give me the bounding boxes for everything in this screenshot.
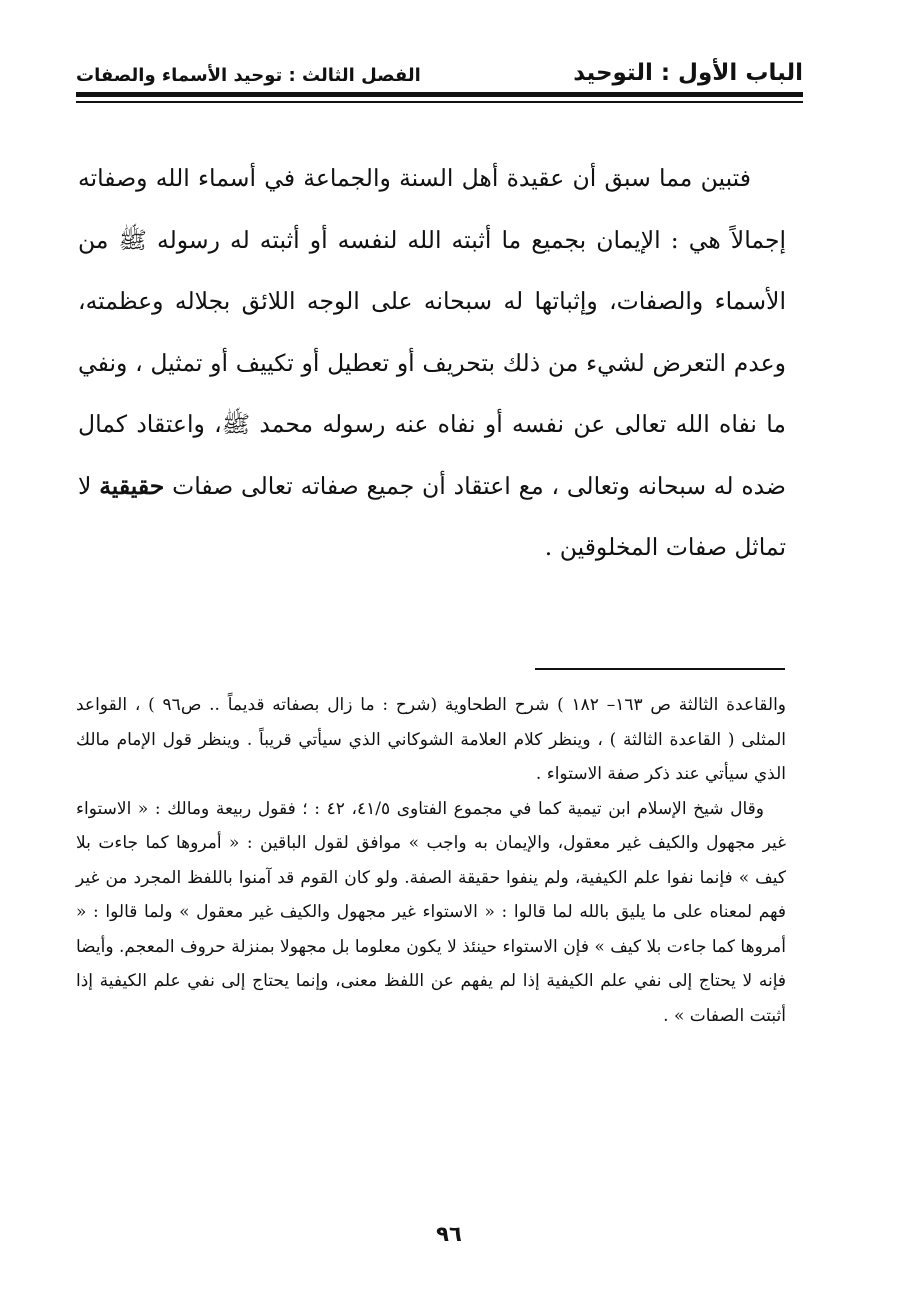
header-rule-thin	[76, 101, 803, 103]
header-rule-thick	[76, 92, 803, 97]
footnote-paragraph-1: والقاعدة الثالثة ص ١٦٣– ١٨٢ ) شرح الطحاوية (شرح : ما زال بصفاته قديماً .. ص٩٦ ) ، القواعد المثلى ( القاعدة الثالثة ) ، وينظر كلام العلامة الشوكاني الذي سيأتي قريباً . وينظر قول الإمام مالك الذي سيأتي عند ذكر صفة الاستواء .	[76, 695, 787, 784]
running-header	[76, 52, 803, 86]
page-number: ٩٦	[436, 1222, 462, 1246]
chapter-title: الباب الأول : التوحيد	[573, 60, 803, 86]
main-paragraph	[78, 148, 786, 579]
section-title: الفصل الثالث : توحيد الأسماء والصفات	[76, 65, 421, 86]
footnote-divider	[535, 668, 785, 670]
footnotes	[76, 688, 786, 1033]
main-body-text	[78, 148, 786, 579]
paragraph-text-start: فتبين مما سبق أن عقيدة أهل السنة والجماعة في أسماء الله وصفاته إجمالاً هي : الإيمان بجميع ما أثبته الله لنفسه أو أثبته له رسوله ﷺ من الأسماء والصفات، وإثباتها له سبحانه على الوجه اللائق بجلاله وعظمته، وعدم التعرض لشيء من ذلك بتحريف أو تعطيل أو تكييف أو تمثيل ، ونفي ما نفاه الله تعالى عن نفسه أو نفاه عنه رسوله محمد ﷺ، واعتقاد كمال ضده له سبحانه وتعالى ، مع اعتقاد أن جميع صفاته تعالى صفات	[78, 164, 786, 500]
footnote-paragraph-2: وقال شيخ الإسلام ابن تيمية كما في مجموع الفتاوى ٤١/٥، ٤٢ : ؛ فقول ربيعة ومالك : « الاستواء غير مجهول والكيف غير معقول، والإيمان به واجب » موافق لقول الباقين : « أمروها كما جاءت بلا كيف » فإنما نفوا علم الكيفية، ولم ينفوا حقيقة الصفة. ولو كان القوم قد آمنوا باللفظ المجرد من غير فهم لمعناه على ما يليق بالله لما قالوا : « الاستواء غير مجهول والكيف غير معقول » ولما قالوا : « أمروها كما جاءت بلا كيف » فإن الاستواء حينئذ لا يكون معلوما بل مجهولا بمنزلة حروف المعجم. وأيضا فإنه لا يحتاج إلى نفي علم الكيفية إذا لم يفهم عن اللفظ معنى، وإنما يحتاج إلى نفي علم الكيفية إذا أثبتت الصفات » .	[76, 798, 786, 1026]
emphasized-word: حقيقية	[99, 471, 165, 500]
paragraph-text-end: لا تماثل صفات المخلوقين .	[78, 471, 786, 561]
